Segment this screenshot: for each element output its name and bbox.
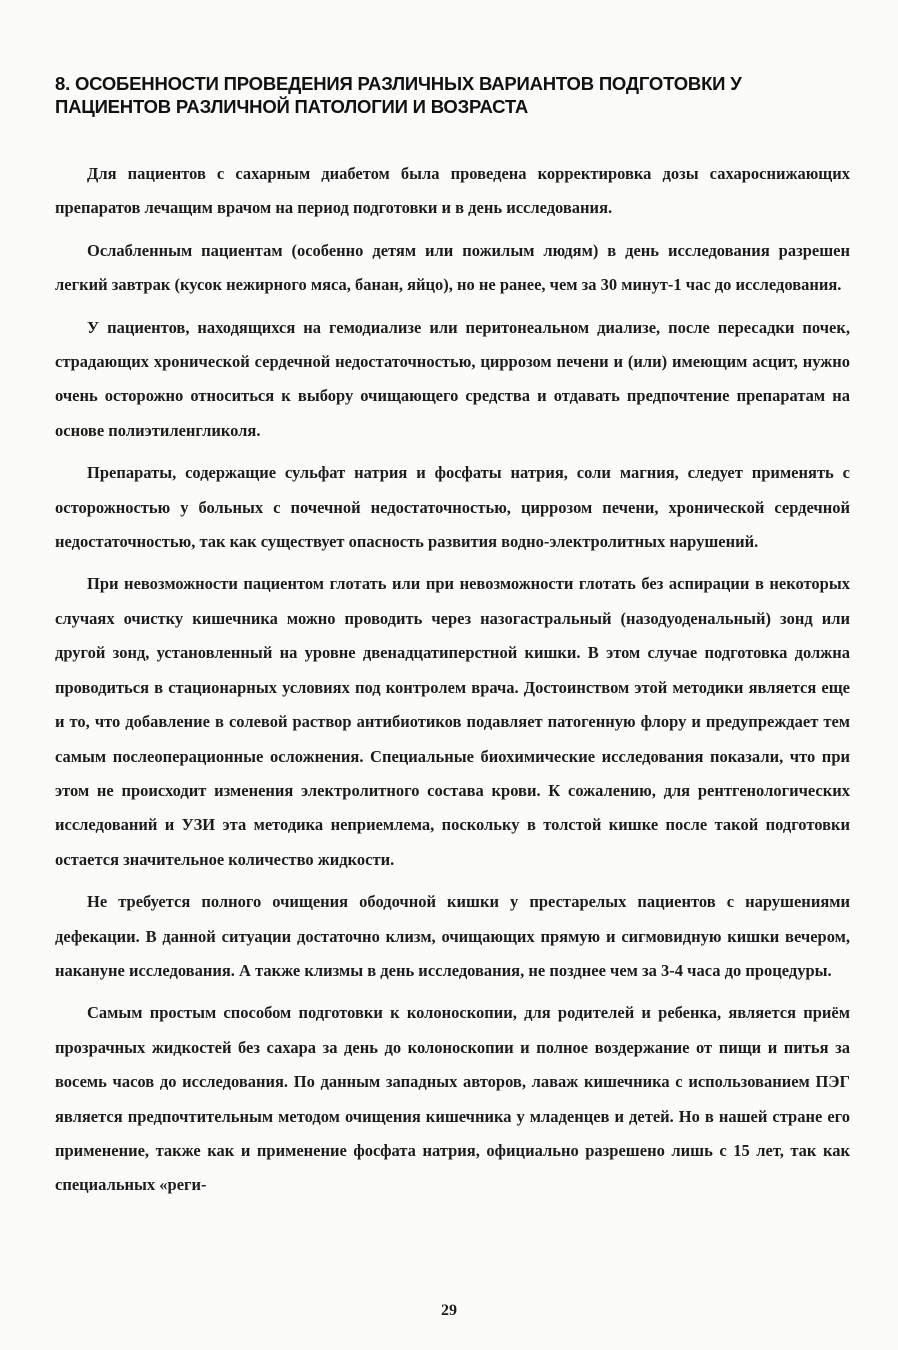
paragraph-diabetes: Для пациентов с сахарным диабетом была проведена корректировка дозы сахароснижающих препаратов лечащим врачом на период подготовки и в день исследования. (55, 164, 850, 218)
paragraph-weakened-patients: Ослабленным пациентам (особенно детям или пожилым людям) в день исследования разрешен легкий завтрак (кусок нежирного мяса, банан, яйцо), но не ранее, чем за 30 минут-1 час до исследования. (55, 240, 850, 295)
paragraph-sodium-sulfate: Препараты, содержащие сульфат натрия и фосфаты натрия, соли магния, следует применять с осторожностью у больных с почечной недостаточностью, циррозом печени, хронической сердечной недостаточностью, так как существует опасность развития водно-электролитных нарушений. (55, 463, 850, 552)
page-content (55, 72, 850, 1203)
paragraph-nasogastric-tube: При невозможности пациентом глотать или при невозможности глотать без аспирации в некоторых случаях очистку кишечника можно проводить через назогастральный (назодуоденальный) зонд или другой зонд, установленный на уровне двенадцатиперстной кишки. В этом случае подготовка должна проводиться в стационарных условиях под контролем врача. Достоинством этой методики является еще и то, что добавление в солевой раствор антибиотиков подавляет патогенную флору и предупреждает тем самым послеоперационные осложнения. Специальные биохимические исследования показали, что при этом не происходит изменения электролитного состава крови. К сожалению, для рентгенологических исследований и УЗИ эта методика неприемлема, поскольку в толстой кишке после такой подготовки остается значительное количество жидкости. (55, 574, 850, 869)
paragraph-dialysis: У пациентов, находящихся на гемодиализе или перитонеальном диализе, после пересадки почек, страдающих хронической сердечной недостаточностью, циррозом печени и (или) имеющим асцит, нужно очень осторожно относиться к выбору очищающего средства и отдавать предпочтение препаратам на основе полиэтиленгликоля. (55, 317, 850, 440)
section-heading: 8. ОСОБЕННОСТИ ПРОВЕДЕНИЯ РАЗЛИЧНЫХ ВАРИАНТОВ ПОДГОТОВКИ У ПАЦИЕНТОВ РАЗЛИЧНОЙ ПАТОЛОГИИ И ВОЗРАСТА (55, 73, 742, 117)
page-number: 29 (441, 1302, 457, 1319)
paragraph-elderly-patients: Не требуется полного очищения ободочной кишки у престарелых пациентов с нарушениями дефекации. В данной ситуации достаточно клизм, очищающих прямую и сигмовидную кишки вечером, накануне исследования. А также клизмы в день исследования, не позднее чем за 3-4 часа до процедуры. (55, 892, 850, 980)
paragraph-children: Самым простым способом подготовки к колоноскопии, для родителей и ребенка, является приём прозрачных жидкостей без сахара за день до колоноскопии и полное воздержание от пищи и питья за восемь часов до исследования. По данным западных авторов, лаваж кишечника с использованием ПЭГ является предпочтительным методом очищения кишечника у младенцев и детей. Но в нашей стране его применение, также как и применение фосфата натрия, официально разрешено лишь с 15 лет, так как специальных «реги- (55, 1003, 850, 1195)
